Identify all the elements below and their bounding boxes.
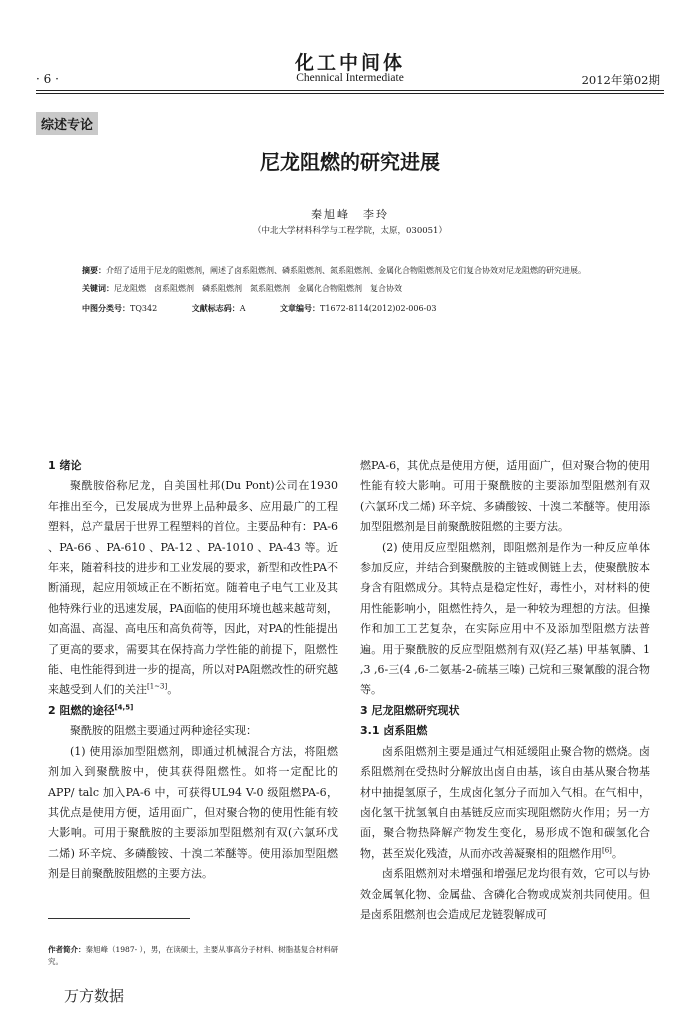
header-rule [36, 90, 664, 91]
section-heading: 1 绪论 [48, 459, 82, 472]
footnote-text: 秦旭峰（1987- ），男，在读硕士，主要从事高分子材料、树脂基复合材料研究。 [48, 945, 339, 966]
journal-title-en: Chennical Intermediate [296, 72, 404, 84]
column-label: 综述专论 [36, 112, 98, 135]
clc-number: 中图分类号：TQ342 [82, 303, 158, 313]
paragraph: 卤系阻燃剂对未增强和增强尼龙均很有效，它可以与协效金属氧化物、金属盐、含磷化合物或成炭剂共同使用。但是卤系阻燃剂也会造成尼龙链裂解成可 [360, 867, 650, 921]
journal-title: 化工中间体 [294, 52, 405, 74]
document-code: 文献标志码：A [191, 303, 246, 313]
citation: [6] [602, 846, 612, 855]
paragraph-continued: (1) 使用添加型阻燃剂，即通过机械混合方法，将阻燃剂加入到聚酰胺中，使其获得阻燃性。如将一定配比的APP/ talc 加入PA-6 中，可获得UL94 V-0 级阻燃PA-6，其优点是使用方便，适用面广，但对聚合物的使用性能有较大影响。可用于聚酰胺的主要添加型阻燃剂有双(六氯环戊二烯) 环辛烷、多磷酸铵、十溴二苯醚等。使用添加型阻燃剂是目前聚酰胺阻燃的主要方法。 [48, 744, 338, 881]
citation: [1~3] [147, 682, 168, 691]
subsection-heading: 3.1 卤系阻燃 [360, 724, 428, 738]
article-affiliation: （中北大学材料科学与工程学院，太原，030051） [253, 226, 447, 236]
abstract-label: 摘要： [82, 266, 106, 275]
page-number: · 6 · [36, 72, 59, 86]
footnote-label: 作者简介： [48, 945, 86, 954]
abstract [82, 265, 652, 277]
paragraph: (2) 使用反应型阻燃剂，即阻燃剂是作为一种反应单体参加反应，并结合到聚酰胺的主链或侧链上去，使聚酰胺本身含有阻燃成分。其特点是稳定性好，毒性小，对材料的使用性能影响小，阻燃性持久，是一种较为理想的方法。但操作和加工工艺复杂，在实际应用中不及添加型阻燃方法普遍。用于聚酰胺的反应型阻燃剂有双(羟乙基) 甲基氧膦、1 ,3 ,6-三(4 ,6-二氨基-2-硫基三嗪) 己烷和三聚氰酸的混合物等。 [360, 540, 650, 697]
article-number: 文章编号：T1672-8114(2012)02-006-03 [280, 303, 437, 313]
keywords-text: 尼龙阻燃 卤系阻燃剂 磷系阻燃剂 氮系阻燃剂 金属化合物阻燃剂 复合协效 [114, 284, 402, 293]
issue-label: 2012年第02期 [581, 73, 660, 87]
article-title: 尼龙阻燃的研究进展 [260, 150, 440, 174]
header-rule-thin [36, 93, 664, 94]
paragraph: 卤系阻燃剂主要是通过气相延缓阻止聚合物的燃烧。卤系阻燃剂在受热时分解放出卤自由基，该自由基从聚合物基材中抽提氢原子，生成卤化氢分子而加入气相。在气相中，卤化氢干扰氢氧自由基链反应而实现阻燃防火作用；另一方面，聚合物热降解产物发生变化，易形成不饱和碳氢化合物，甚至炭化残渣，从而亦改善凝聚相的阻燃作用[6]。 [360, 744, 650, 860]
source-watermark: 万方数据 [64, 987, 125, 1005]
body-column-right [360, 456, 650, 925]
author-footnote [48, 944, 340, 968]
keywords-label: 关键词： [82, 284, 114, 293]
section-heading: 3 尼龙阻燃研究现状 [360, 703, 460, 717]
classification-row [82, 303, 468, 314]
citation: [4,5] [114, 703, 134, 712]
section-heading: 2 阻燃的途径[4,5] [48, 703, 134, 717]
abstract-text: 介绍了适用于尼龙的阻燃剂，阐述了卤系阻燃剂、磷系阻燃剂、氮系阻燃剂、金属化合物阻燃剂及它们复合协效对尼龙阻燃的研究进展。 [106, 266, 586, 275]
paragraph: 聚酰胺俗称尼龙，自美国杜邦(Du Pont)公司在1930年推出至今，已发展成为世界上品种最多、应用最广的工程塑料，总产量居于世界工程塑料的首位。主要品种有：PA-6 、PA-66 、PA-610 、PA-12 、PA-1010 、PA-43 等。近年来，随着科技的进步和工业发展的要求，新型和改性PA不断涌现，起应用领域正在不断拓宽。随着电子电气工业及其他特殊行业的迅速发展，PA面临的使用环境也越来越苛刻，如高温、高湿、高电压和高负荷等，因此，对PA的性能提出了更高的要求，需要其在保持高力学性能的前提下，阻燃性能、电性能得到进一步的提高，所以对PA阻燃改性的研究越来越受到人们的关注[1~3]。 [48, 479, 338, 697]
paragraph-continuation [360, 456, 650, 538]
continued-text: 燃PA-6，其优点是使用方便，适用面广，但对聚合物的使用性能有较大影响。可用于聚酰胺的主要添加型阻燃剂有双(六氯环戊二烯) 环辛烷、多磷酸铵、十溴二苯醚等。使用添加型阻燃剂是目前聚酰胺阻燃的主要方法。 [360, 459, 650, 534]
body-column-left [48, 456, 338, 881]
paragraph: 聚酰胺的阻燃主要通过两种途径实现： [70, 724, 257, 738]
keywords [82, 283, 652, 295]
article-authors: 秦旭峰 李玲 [311, 208, 389, 221]
footnote-rule [48, 918, 190, 919]
